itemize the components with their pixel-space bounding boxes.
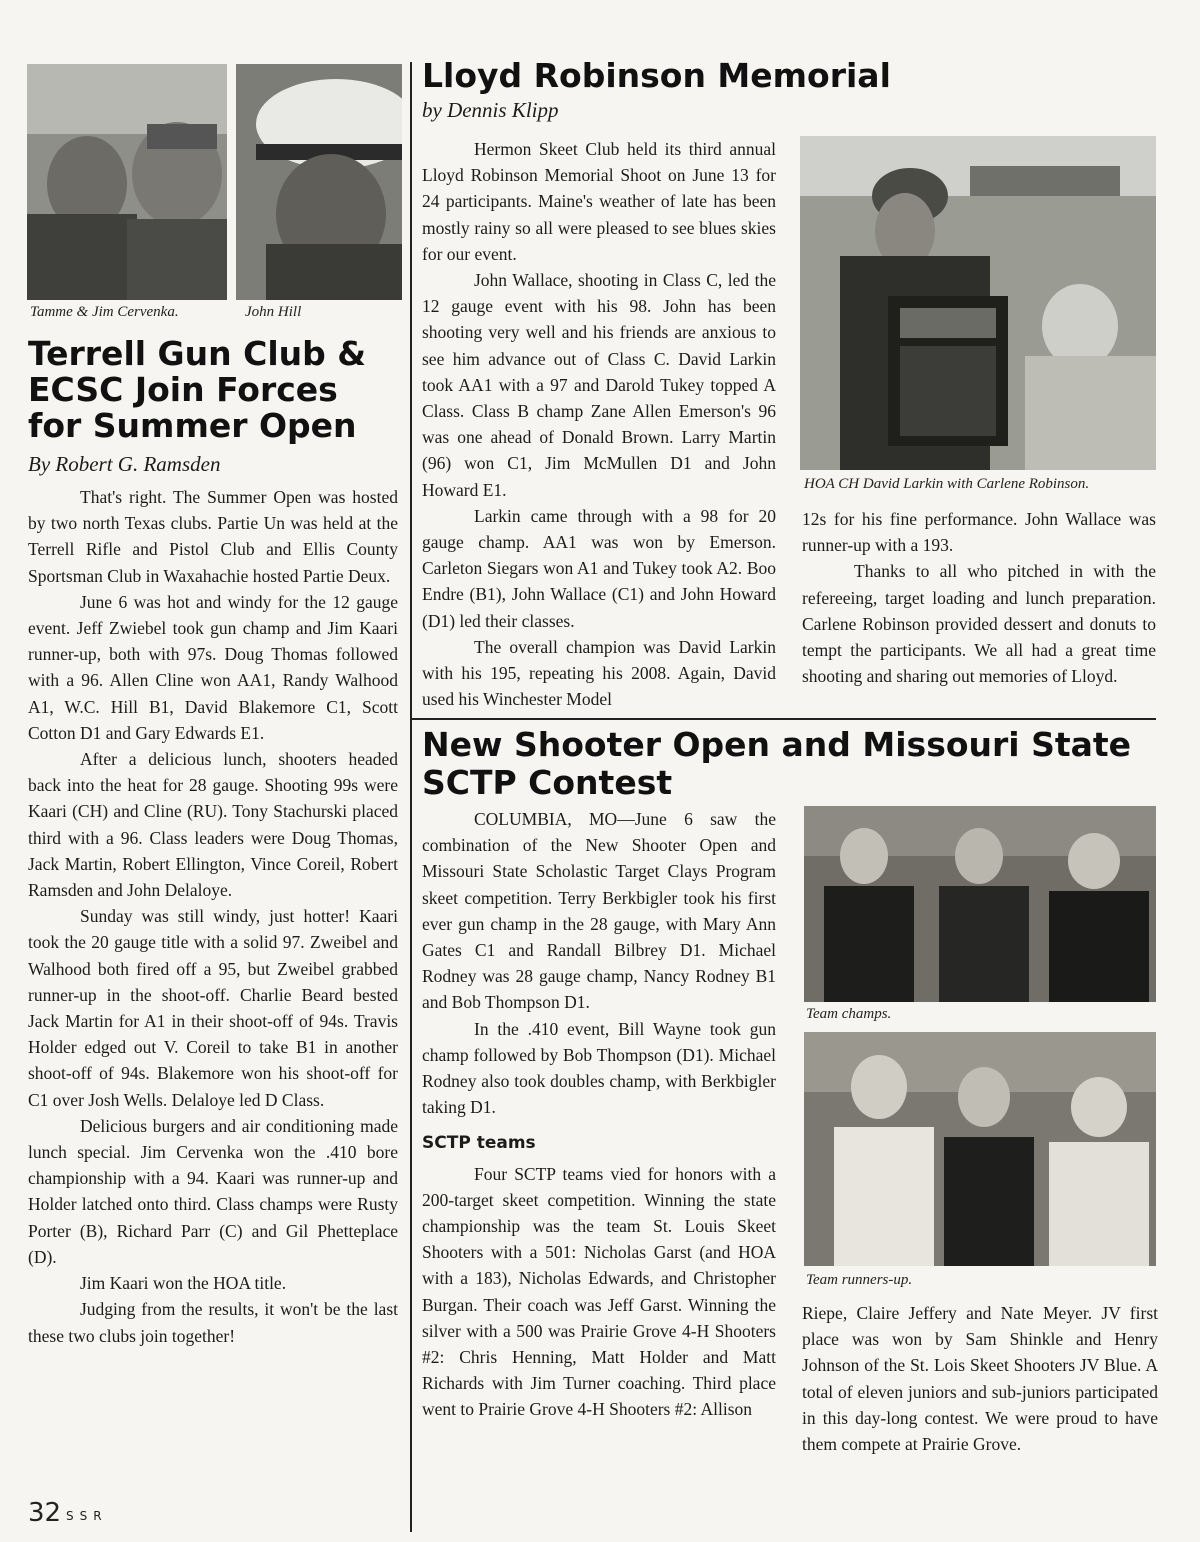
photo-caption: Team runners-up. xyxy=(806,1272,913,1288)
headline-line: for Summer Open xyxy=(28,406,357,445)
article-body-continued xyxy=(802,506,1156,689)
paragraph: That's right. The Summer Open was hosted by two north Texas clubs. Partie Un was held at the Terrell Rifle and Pistol Club and Ellis County Sportsman Club in Waxahachie hosted Partie Deux. xyxy=(28,487,398,586)
article-body-continued xyxy=(802,1300,1158,1457)
photo-caption: HOA CH David Larkin with Carlene Robinson. xyxy=(804,476,1090,492)
paragraph: Hermon Skeet Club held its third annual Lloyd Robinson Memorial Shoot on June 13 for 24 participants. Maine's weather of late has been mostly rainy so all were pleased to see blues skies for our event. xyxy=(422,139,776,264)
photo-tamme-jim-cervenka xyxy=(27,64,227,300)
paragraph: COLUMBIA, MO—June 6 saw the combination of the New Shooter Open and Missouri State Scholastic Target Clays Program skeet competition. Terry Berkbigler took his first ever gun champ in the 28 gauge, with Mary Ann Gates C1 and Randall Bilbrey D1. Michael Rodney was 28 gauge champ, Nancy Rodney B1 and Bob Thompson D1. xyxy=(422,809,776,1013)
paragraph: Judging from the results, it won't be the last these two clubs join together! xyxy=(28,1299,398,1346)
article-byline: by Dennis Klipp xyxy=(422,98,559,122)
article-headline xyxy=(422,726,1162,802)
article-headline: Lloyd Robinson Memorial xyxy=(422,56,891,95)
headline-line: ECSC Join Forces xyxy=(28,370,338,409)
paragraph: After a delicious lunch, shooters headed back into the heat for 28 gauge. Shooting 99s were Kaari (CH) and Cline (RU). Tony Stachurski placed third with a 96. Class leaders were Doug Thomas, Jack Martin, Robert Ellington, Vince Coreil, Robert Ramsden and John Delaloye. xyxy=(28,749,398,901)
article-headline xyxy=(28,336,408,444)
paragraph: Sunday was still windy, just hotter! Kaari took the 20 gauge title with a solid 97. Zweibel and Walhood both fired off a 95, but Zweibel grabbed runner-up in the shoot-off. Charlie Beard bested Jack Martin for A1 in their shoot-off of 94s. Travis Holder edged out V. Coreil to take B1 in another shoot-off of 94s. Blakemore won his shoot-off for C1 over Josh Wells. Delaloye led D Class. xyxy=(28,906,398,1110)
paragraph: Larkin came through with a 98 for 20 gauge champ. AA1 was won by Emerson. Carleton Siegars won A1 and Tukey took A2. Boo Endre (B1), John Wallace (C1) and John Howard (D1) led their classes. xyxy=(422,505,776,631)
magazine-abbrev: SSR xyxy=(66,1509,108,1523)
headline-line: New Shooter Open and Missouri State xyxy=(422,725,1132,764)
headline-line: SCTP Contest xyxy=(422,763,673,802)
article-body xyxy=(28,484,398,1349)
photo-larkin-robinson xyxy=(800,136,1156,470)
section-rule xyxy=(410,718,1156,720)
section-subhead: SCTP teams xyxy=(422,1133,536,1154)
paragraph: Four SCTP teams vied for honors with a 200-target skeet competition. Winning the state championship was the team St. Louis Skeet Shooters with a 501: Nicholas Garst (and HOA with a 183), Nicholas Edwards, and Christopher Burgan. Their coach was Jeff Garst. Winning the silver with a 500 was Prairie Grove 4-H Shooters #2: Chris Henning, Matt Holder and Matt Richards with Jim Turner coaching. Third place went to Prairie Grove 4-H Shooters #2: Allison xyxy=(422,1163,776,1420)
paragraph: John Wallace, shooting in Class C, led the 12 gauge event with his 98. John has been shooting very well and his friends are anxious to see him advance out of Class C. David Larkin took AA1 with a 97 and Darold Tukey topped A Class. Class B champ Zane Allen Emerson's 96 was one ahead of Donald Brown. Larry Martin (96) won C1, Jim McMullen D1 and John Howard E1. xyxy=(422,270,776,500)
photo-john-hill xyxy=(236,64,402,300)
article-byline: By Robert G. Ramsden xyxy=(28,452,221,476)
paragraph: Thanks to all who pitched in with the refereeing, target loading and lunch preparation. Carlene Robinson provided dessert and donuts to tempt the participants. We all had a great time shooting and sharing out memories of Lloyd. xyxy=(802,561,1156,687)
article-body xyxy=(422,136,776,712)
photo-caption: John Hill xyxy=(245,304,302,320)
headline-line: Terrell Gun Club & xyxy=(28,334,367,373)
photo-team-champs xyxy=(804,806,1156,1002)
paragraph: Jim Kaari won the HOA title. xyxy=(80,1273,287,1294)
paragraph: Riepe, Claire Jeffery and Nate Meyer. JV first place was won by Sam Shinkle and Henry Johnson of the St. Lois Skeet Shooters JV Blue. A total of eleven juniors and sub-juniors participated in this day-long contest. We were proud to have them compete at Prairie Grove. xyxy=(802,1303,1158,1455)
photo-team-runners-up xyxy=(804,1032,1156,1266)
photo-caption: Tamme & Jim Cervenka. xyxy=(30,304,179,320)
paragraph: Delicious burgers and air conditioning made lunch special. Jim Cervenka won the .410 bore championship with a 94. Kaari was runner-up and Holder latched onto third. Class champs were Rusty Porter (B), Richard Parr (C) and Gil Phetteplace (D). xyxy=(28,1115,398,1267)
article-body xyxy=(422,806,776,1423)
column-rule xyxy=(410,62,412,1532)
paragraph: 12s for his fine performance. John Wallace was runner-up with a 193. xyxy=(802,509,1156,556)
paragraph: June 6 was hot and windy for the 12 gauge event. Jeff Zwiebel took gun champ and Jim Kaari runner-up, both with 97s. Doug Thomas followed with a 96. Allen Cline won AA1, Randy Walhood A1, W.C. Hill B1, David Blakemore C1, Scott Cotton D1 and Gary Edwards E1. xyxy=(28,591,398,743)
page-number: 32 xyxy=(28,1498,62,1528)
photo-caption: Team champs. xyxy=(806,1006,892,1022)
paragraph: The overall champion was David Larkin with his 195, repeating his 2008. Again, David used his Winchester Model xyxy=(422,636,776,710)
paragraph: In the .410 event, Bill Wayne took gun champ followed by Bob Thompson (D1). Michael Rodney also took doubles champ, with Berkbigler taking D1. xyxy=(422,1018,776,1118)
